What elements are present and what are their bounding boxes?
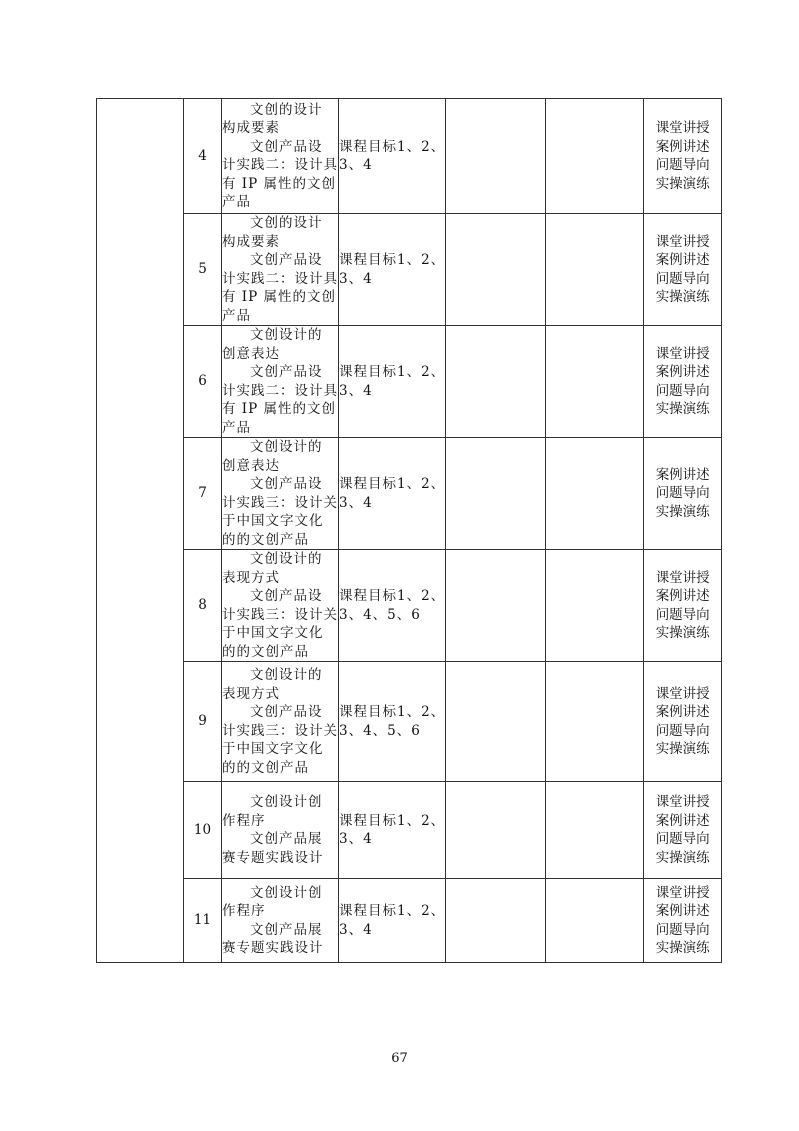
- empty-cell: [446, 879, 546, 963]
- empty-cell: [446, 99, 546, 214]
- content-line: 文创产品设: [250, 476, 323, 492]
- week-number-cell: 6: [184, 326, 222, 438]
- content-line: 文创的设计: [250, 101, 323, 118]
- week-number-cell: 7: [184, 438, 222, 550]
- method-line: 课堂讲授: [655, 345, 710, 362]
- empty-cell: [546, 438, 644, 550]
- content-line: 有 IP 属性的文创: [222, 401, 336, 417]
- empty-cell: [446, 782, 546, 879]
- table-row: [97, 782, 722, 879]
- method-line: 课堂讲授: [655, 120, 710, 136]
- method-line: 问题导向: [655, 831, 710, 847]
- schedule-table-body: [97, 99, 722, 963]
- content-cell: [222, 879, 339, 963]
- page-number: 67: [391, 1051, 408, 1066]
- goal-line: 课程目标1、2、: [339, 364, 446, 380]
- method-cell: [644, 879, 722, 963]
- content-cell: [222, 326, 339, 438]
- goal-cell: [339, 550, 446, 662]
- goal-cell: [339, 438, 446, 550]
- method-line: 实操演练: [655, 940, 710, 956]
- goal-line: 课程目标1、2、: [339, 476, 446, 492]
- method-line: 实操演练: [655, 289, 710, 305]
- content-line: 构成要素: [222, 120, 280, 136]
- goal-line: 课程目标1、2、: [339, 138, 446, 155]
- empty-cell: [446, 326, 546, 438]
- table-row: [97, 438, 722, 550]
- week-number-cell: 9: [184, 662, 222, 782]
- content-line: 文创设计的: [250, 551, 323, 567]
- method-line: 课堂讲授: [655, 233, 710, 250]
- week-number-cell: 8: [184, 550, 222, 662]
- week-number-cell: 5: [184, 214, 222, 326]
- empty-cell: [546, 879, 644, 963]
- content-line: 作程序: [222, 903, 266, 919]
- content-cell: [222, 662, 339, 782]
- content-line: 文创产品设: [250, 364, 323, 380]
- empty-cell: [546, 214, 644, 326]
- goal-cell: [339, 326, 446, 438]
- method-cell: [644, 438, 722, 550]
- content-line: 文创产品展: [250, 831, 323, 847]
- content-line: 文创产品设: [250, 138, 323, 155]
- goal-cell: [339, 879, 446, 963]
- empty-cell: [446, 550, 546, 662]
- content-line: 有 IP 属性的文创: [222, 175, 336, 192]
- content-line: 文创产品设: [250, 588, 323, 604]
- method-line: 问题导向: [655, 382, 710, 399]
- method-cell: [644, 782, 722, 879]
- table-row: [97, 326, 722, 438]
- content-line: 产品: [222, 194, 251, 210]
- method-line: 实操演练: [655, 401, 710, 417]
- content-line: 的的文创产品: [222, 643, 309, 660]
- unit-cell: [97, 99, 184, 963]
- content-line: 表现方式: [222, 569, 280, 586]
- content-line: 文创设计的: [250, 327, 323, 343]
- method-line: 案例讲述: [655, 812, 710, 829]
- table-row: [97, 214, 722, 326]
- table-row: [97, 550, 722, 662]
- content-cell: [222, 438, 339, 550]
- goal-cell: [339, 99, 446, 214]
- content-line: 文创产品设: [250, 252, 323, 268]
- method-cell: [644, 214, 722, 326]
- goal-line: 3、4、5、6: [339, 722, 421, 739]
- goal-cell: [339, 782, 446, 879]
- table-row: [97, 662, 722, 782]
- goal-cell: [339, 214, 446, 326]
- goal-line: 3、4: [339, 157, 373, 173]
- content-line: 作程序: [222, 812, 266, 829]
- goal-line: 3、4: [339, 831, 373, 847]
- content-line: 的的文创产品: [222, 531, 309, 548]
- method-line: 问题导向: [655, 921, 710, 938]
- goal-line: 课程目标1、2、: [339, 903, 446, 919]
- empty-cell: [546, 326, 644, 438]
- content-line: 文创设计创: [250, 884, 323, 901]
- method-line: 案例讲述: [655, 903, 710, 919]
- empty-cell: [446, 438, 546, 550]
- course-schedule-table: [96, 98, 722, 963]
- method-line: 实操演练: [655, 625, 710, 641]
- goal-line: 3、4: [339, 270, 373, 287]
- content-line: 表现方式: [222, 685, 280, 702]
- goal-line: 3、4: [339, 921, 373, 938]
- content-line: 计实践二：设计具: [222, 270, 338, 287]
- method-cell: [644, 99, 722, 214]
- content-line: 产品: [222, 419, 251, 436]
- content-line: 构成要素: [222, 233, 280, 250]
- content-line: 计实践三：设计关: [222, 722, 338, 739]
- method-line: 课堂讲授: [655, 569, 710, 586]
- method-cell: [644, 326, 722, 438]
- method-line: 课堂讲授: [655, 884, 710, 901]
- method-line: 案例讲述: [655, 704, 710, 720]
- goal-cell: [339, 662, 446, 782]
- method-line: 案例讲述: [655, 364, 710, 380]
- method-line: 案例讲述: [655, 588, 710, 604]
- content-line: 文创产品展: [250, 921, 323, 938]
- content-line: 于中国文字文化: [222, 513, 324, 529]
- method-line: 问题导向: [655, 606, 710, 623]
- content-cell: [222, 782, 339, 879]
- method-line: 课堂讲授: [655, 685, 710, 702]
- table-row: [97, 879, 722, 963]
- goal-line: 课程目标1、2、: [339, 704, 446, 720]
- content-line: 文创设计的: [250, 667, 323, 683]
- content-line: 的的文创产品: [222, 759, 309, 776]
- method-line: 课堂讲授: [655, 794, 710, 810]
- method-line: 案例讲述: [655, 252, 710, 268]
- week-number-cell: 10: [184, 782, 222, 879]
- content-cell: [222, 550, 339, 662]
- empty-cell: [446, 662, 546, 782]
- content-line: 赛专题实践设计: [222, 940, 324, 956]
- empty-cell: [546, 662, 644, 782]
- method-line: 案例讲述: [655, 466, 710, 483]
- method-line: 问题导向: [655, 722, 710, 739]
- content-line: 创意表达: [222, 345, 280, 362]
- content-line: 计实践三：设计关: [222, 606, 338, 623]
- goal-line: 3、4、5、6: [339, 606, 421, 623]
- content-cell: [222, 99, 339, 214]
- method-line: 实操演练: [655, 503, 710, 520]
- content-line: 计实践二：设计具: [222, 157, 338, 173]
- content-cell: [222, 214, 339, 326]
- method-cell: [644, 550, 722, 662]
- content-line: 计实践三：设计关: [222, 494, 338, 511]
- content-line: 赛专题实践设计: [222, 849, 324, 866]
- method-cell: [644, 662, 722, 782]
- content-line: 文创的设计: [250, 215, 323, 231]
- method-line: 实操演练: [655, 741, 710, 757]
- goal-line: 课程目标1、2、: [339, 812, 446, 829]
- goal-line: 课程目标1、2、: [339, 588, 446, 604]
- method-line: 问题导向: [655, 485, 710, 502]
- goal-line: 3、4: [339, 382, 373, 399]
- content-line: 有 IP 属性的文创: [222, 289, 336, 305]
- method-line: 案例讲述: [655, 138, 710, 155]
- empty-cell: [446, 214, 546, 326]
- week-number-cell: 11: [184, 879, 222, 963]
- method-line: 实操演练: [655, 849, 710, 866]
- empty-cell: [546, 550, 644, 662]
- goal-line: 课程目标1、2、: [339, 252, 446, 268]
- empty-cell: [546, 99, 644, 214]
- goal-line: 3、4: [339, 494, 373, 511]
- content-line: 文创产品设: [250, 704, 323, 720]
- method-line: 问题导向: [655, 157, 710, 173]
- content-line: 产品: [222, 307, 251, 324]
- content-line: 于中国文字文化: [222, 741, 324, 757]
- week-number-cell: 4: [184, 99, 222, 214]
- content-line: 计实践二：设计具: [222, 382, 338, 399]
- empty-cell: [546, 782, 644, 879]
- content-line: 文创设计创: [250, 794, 323, 810]
- method-line: 实操演练: [655, 175, 710, 192]
- method-line: 问题导向: [655, 270, 710, 287]
- content-line: 文创设计的: [250, 439, 323, 455]
- table-row: [97, 99, 722, 214]
- content-line: 于中国文字文化: [222, 625, 324, 641]
- content-line: 创意表达: [222, 457, 280, 474]
